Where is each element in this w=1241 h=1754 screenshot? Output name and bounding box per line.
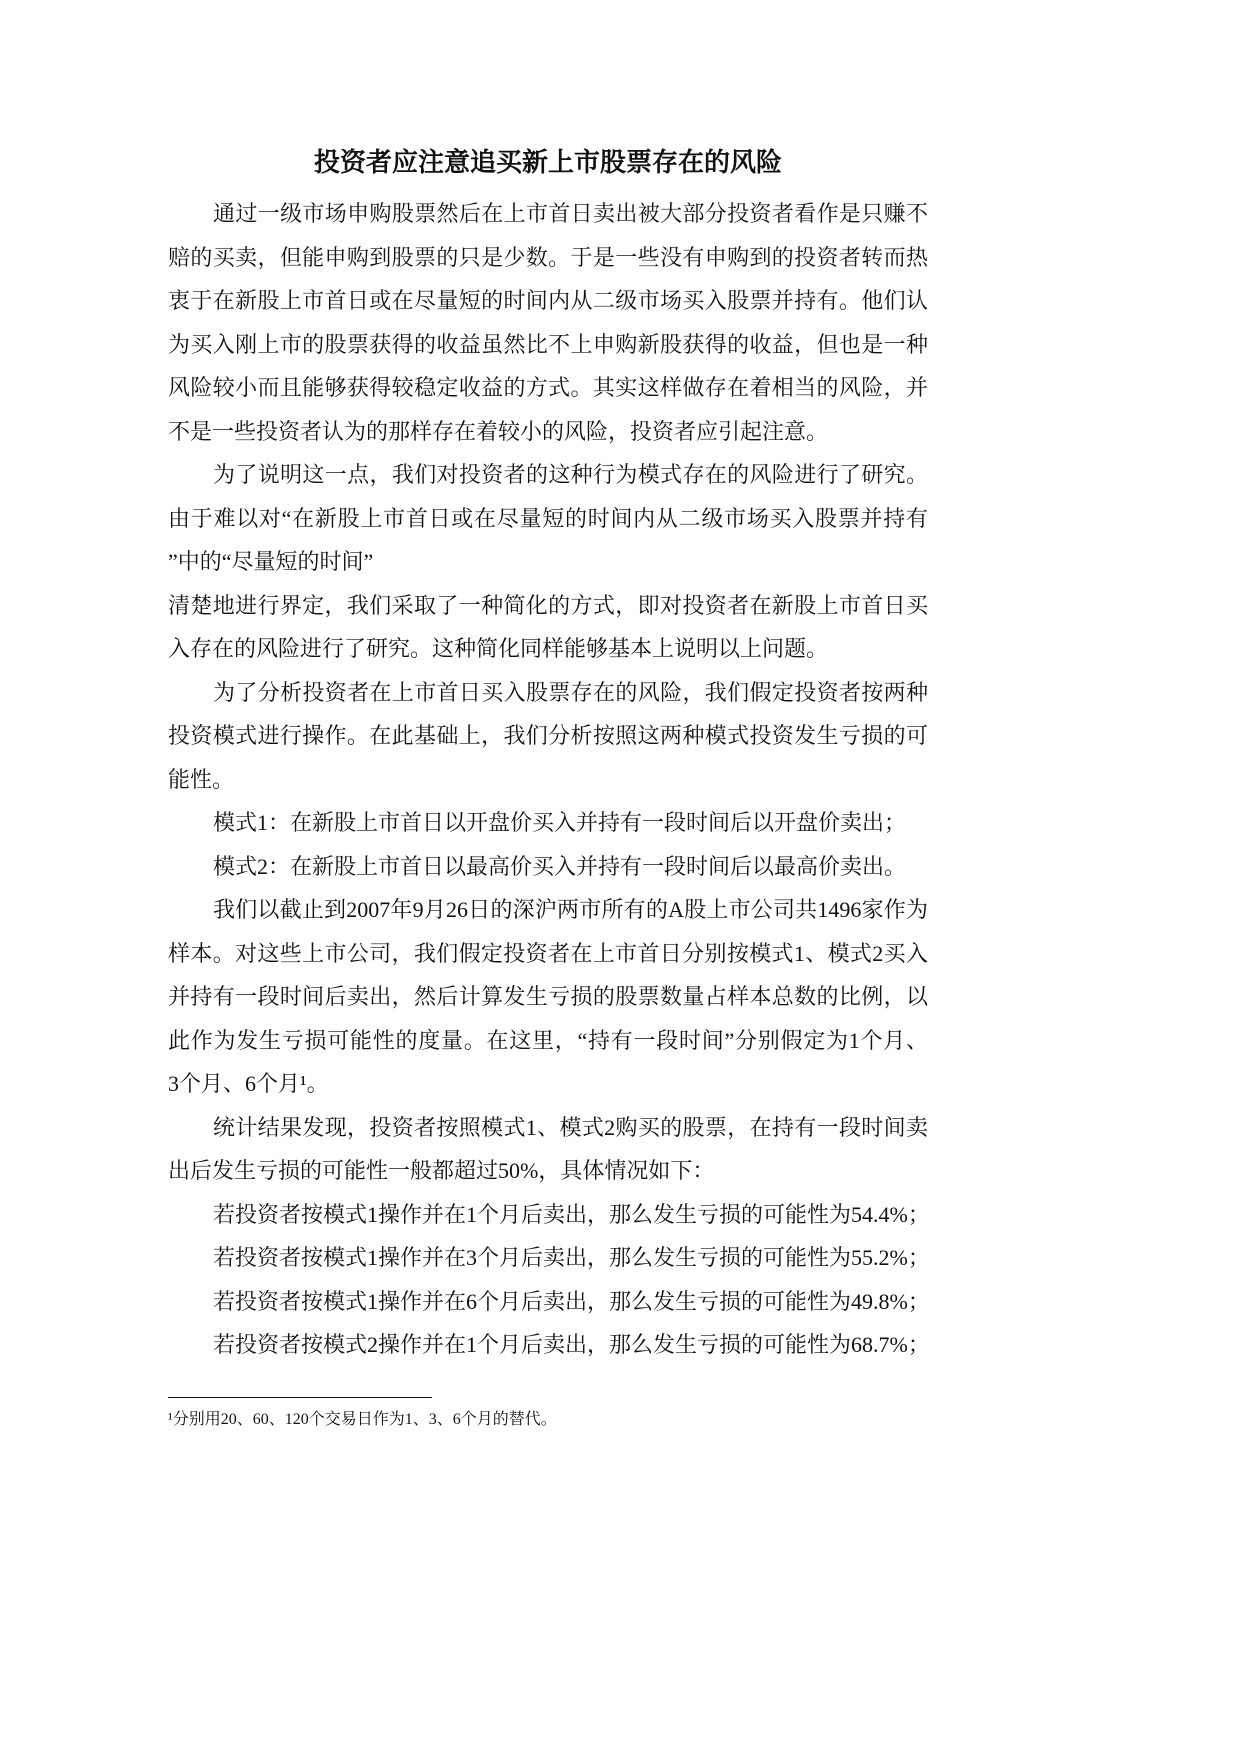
- paragraph: [168, 888, 928, 1106]
- text-line: 此作为发生亏损可能性的度量。在这里，“持有一段时间”分别假定为1个月、: [168, 1027, 928, 1053]
- text-line: 投资模式进行操作。在此基础上，我们分析按照这两种模式投资发生亏损的可: [168, 723, 928, 748]
- text-line: 若投资者按模式1操作并在1个月后卖出，那么发生亏损的可能性为54.4%；: [213, 1201, 930, 1227]
- text-line: 入存在的风险进行了研究。这种简化同样能够基本上说明以上问题。: [168, 636, 829, 661]
- paragraph: [168, 801, 928, 845]
- text-line: 赔的买卖，但能申购到股票的只是少数。于是一些没有申购到的投资者转而热: [168, 244, 928, 270]
- paragraph: [168, 1193, 928, 1237]
- paragraph: [168, 192, 928, 453]
- text-line: 通过一级市场申购股票然后在上市首日卖出被大部分投资者看作是只赚不: [213, 201, 928, 226]
- footnote-separator: [168, 1397, 432, 1398]
- text-line: 为买入刚上市的股票获得的收益虽然比不上申购新股获得的收益，但也是一种: [168, 331, 928, 357]
- text-line: 风险较小而且能够获得较稳定收益的方式。其实这样做存在着相当的风险，并: [168, 375, 928, 400]
- text-line: 能性。: [168, 766, 235, 792]
- text-line: 为了说明这一点，我们对投资者的这种行为模式存在的风险进行了研究。: [213, 462, 928, 487]
- paragraph: [168, 1236, 928, 1280]
- text-line: 衷于在新股上市首日或在尽量短的时间内从二级市场买入股票并持有。他们认: [168, 288, 928, 313]
- text-line: 若投资者按模式2操作并在1个月后卖出，那么发生亏损的可能性为68.7%；: [213, 1332, 930, 1357]
- text-line: 模式1：在新股上市首日以开盘价买入并持有一段时间后以开盘价卖出；: [213, 810, 907, 835]
- text-line: 若投资者按模式1操作并在6个月后卖出，那么发生亏损的可能性为49.8%；: [213, 1288, 930, 1314]
- text-line: 样本。对这些上市公司，我们假定投资者在上市首日分别按模式1、模式2买入: [168, 940, 928, 966]
- text-line: 不是一些投资者认为的那样存在着较小的风险，投资者应引起注意。: [168, 418, 829, 444]
- text-line: 我们以截止到2007年9月26日的深沪两市所有的A股上市公司共1496家作为: [213, 897, 928, 922]
- text-line: 模式2：在新股上市首日以最高价买入并持有一段时间后以最高价卖出。: [213, 853, 907, 879]
- text-line: 由于难以对“在新股上市首日或在尽量短的时间内从二级市场买入股票并持有: [168, 505, 928, 531]
- document-body: [168, 141, 928, 1431]
- text-line: ”中的“尽量短的时间”: [168, 549, 374, 574]
- text-line: 出后发生亏损的可能性一般都超过50%，具体情况如下：: [168, 1158, 715, 1183]
- text-line: 清楚地进行界定，我们采取了一种简化的方式，即对投资者在新股上市首日买: [168, 592, 928, 618]
- paragraph: [168, 671, 928, 802]
- paragraph: [168, 845, 928, 889]
- footnote-text: ¹分别用20、60、120个交易日作为1、3、6个月的替代。: [168, 1410, 557, 1428]
- text-line: 并持有一段时间后卖出，然后计算发生亏损的股票数量占样本总数的比例，以: [168, 984, 928, 1009]
- paragraph: [168, 1280, 928, 1324]
- text-line: 为了分析投资者在上市首日买入股票存在的风险，我们假定投资者按两种: [213, 679, 928, 705]
- text-line: 统计结果发现，投资者按照模式1、模式2购买的股票，在持有一段时间卖: [213, 1114, 928, 1140]
- paragraph: [168, 1106, 928, 1193]
- text-line: 3个月、6个月¹。: [168, 1071, 329, 1096]
- document-title: 投资者应注意追买新上市股票存在的风险: [313, 148, 782, 177]
- paragraph: [168, 453, 928, 671]
- text-line: 若投资者按模式1操作并在3个月后卖出，那么发生亏损的可能性为55.2%；: [213, 1245, 930, 1270]
- paragraph: [168, 1323, 928, 1367]
